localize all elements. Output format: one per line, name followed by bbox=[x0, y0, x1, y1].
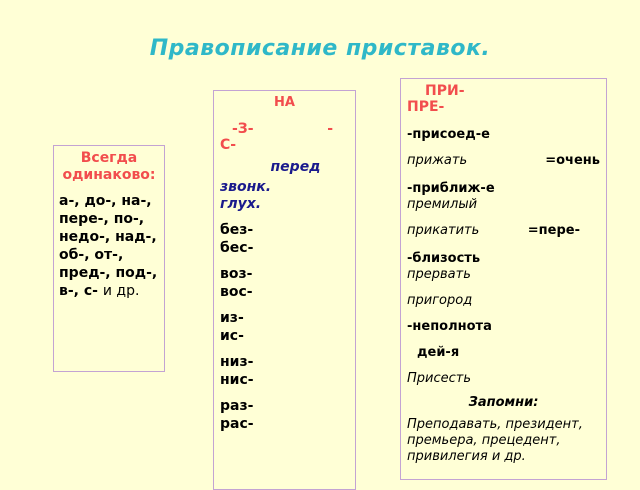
example-prizhat: прижать bbox=[407, 153, 468, 168]
prefix-pair bbox=[220, 309, 349, 345]
voiced-label: звонк. bbox=[220, 179, 272, 195]
example-premily: премилый bbox=[407, 197, 478, 212]
always-prefixes-list: а-, до-, на-, пере-, по-, недо-, над-, об-, от-, пред-, под-, в-, с- bbox=[59, 193, 158, 299]
prefix-pair bbox=[220, 265, 349, 301]
letter-z: -З- bbox=[232, 121, 254, 137]
example-prikatit: прикатить bbox=[407, 223, 480, 238]
prefix-voiced: воз- bbox=[220, 266, 253, 282]
approach-label: -приближ-е bbox=[407, 181, 495, 196]
always-prefixes-text bbox=[59, 192, 159, 300]
pere-label: =пере- bbox=[527, 223, 580, 238]
page-title: Правописание приставок. bbox=[149, 36, 491, 61]
always-etc: и др. bbox=[102, 283, 140, 299]
prefix-voiced: из- bbox=[220, 310, 244, 326]
incomplete-label: -неполнота bbox=[407, 319, 492, 334]
action-label: дей-я bbox=[417, 345, 460, 360]
prefix-voiceless: рас- bbox=[220, 416, 254, 432]
box-always-heading: Всегда одинаково: bbox=[62, 150, 156, 183]
closeness-label: -близость bbox=[407, 251, 481, 266]
prefix-voiced: без- bbox=[220, 222, 254, 238]
very-label: =очень bbox=[545, 153, 600, 168]
prefix-voiceless: вос- bbox=[220, 284, 253, 300]
box-always-same bbox=[53, 145, 165, 372]
example-prigorod: пригород bbox=[407, 293, 473, 308]
box-zs-heading: НА bbox=[274, 95, 295, 110]
box-z-s bbox=[213, 90, 356, 490]
pri-heading: ПРИ- bbox=[425, 83, 465, 99]
prefix-voiceless: бес- bbox=[220, 240, 254, 256]
row-prizhat bbox=[407, 153, 600, 169]
example-prervat: прервать bbox=[407, 267, 471, 282]
attach-label: -присоед-е bbox=[407, 127, 490, 142]
row-prikatit bbox=[407, 223, 600, 239]
voiced-voiceless bbox=[220, 179, 349, 213]
remember-words: Преподавать, президент, премьера, прецедент, привилегия и др. bbox=[407, 417, 583, 464]
pre-heading: ПРЕ- bbox=[407, 99, 445, 115]
prefix-pair bbox=[220, 353, 349, 389]
box-zs-letters bbox=[220, 121, 349, 137]
voiceless-label: глух. bbox=[220, 196, 262, 212]
prefix-voiced: низ- bbox=[220, 354, 254, 370]
prefix-pair bbox=[220, 221, 349, 257]
prefix-voiceless: ис- bbox=[220, 328, 244, 344]
letter-s: С- bbox=[220, 137, 237, 153]
before-label: перед bbox=[270, 159, 321, 175]
prefix-voiced: раз- bbox=[220, 398, 254, 414]
prefix-pair bbox=[220, 397, 349, 433]
prefix-voiceless: нис- bbox=[220, 372, 254, 388]
example-prisest: Присесть bbox=[407, 371, 472, 386]
remember-label: Запомни: bbox=[468, 395, 539, 410]
box-pri-pre bbox=[400, 78, 607, 480]
dash: - bbox=[327, 121, 333, 137]
